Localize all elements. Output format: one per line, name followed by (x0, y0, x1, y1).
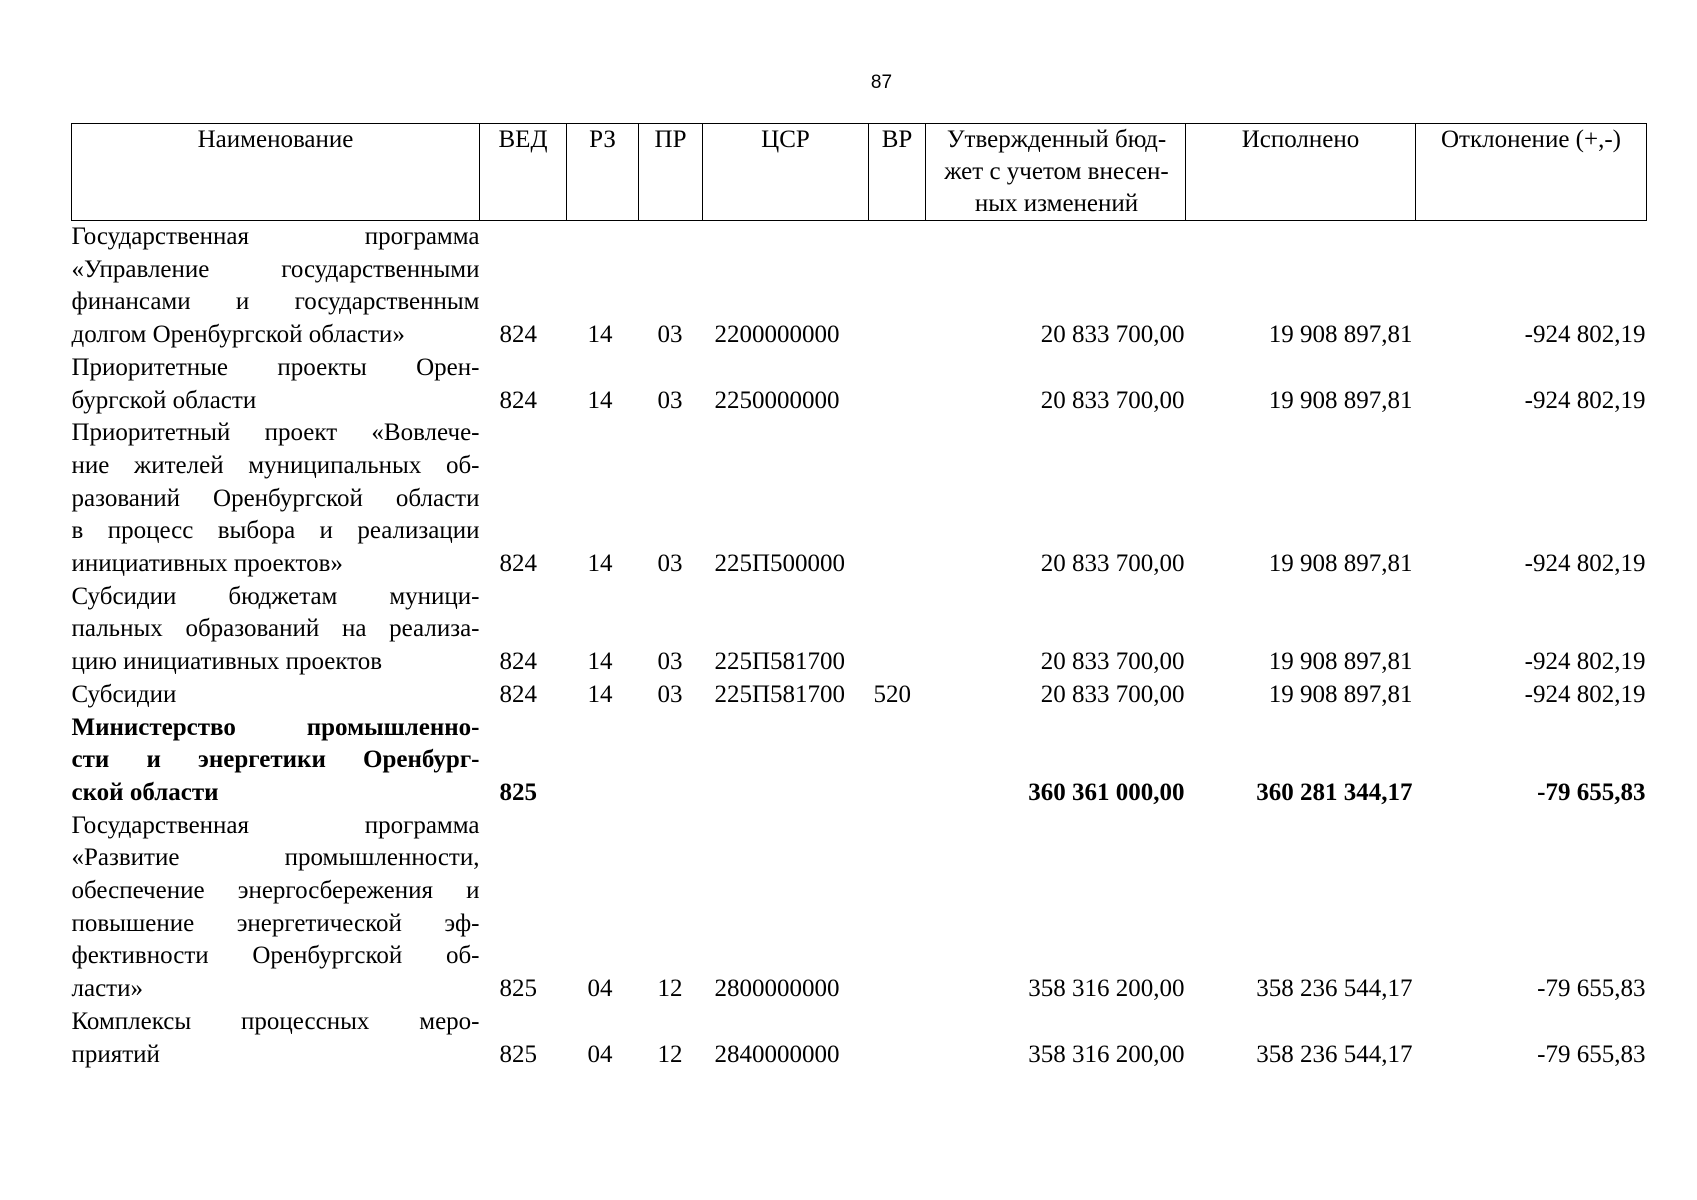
row-csr (703, 712, 869, 810)
row-vr (869, 581, 926, 679)
row-csr: 225П581700 (714, 648, 846, 676)
header-deviation: Отклонение (+,-) (1416, 124, 1647, 221)
row-rz: 14 (587, 386, 613, 414)
budget-table (71, 123, 1647, 1071)
row-rz: 14 (587, 550, 613, 578)
row-name-line: Министерство промышленно- (71, 713, 480, 741)
row-name (72, 810, 480, 1006)
row-deviation: -924 802,19 (1524, 550, 1646, 578)
row-pr: 03 (657, 550, 683, 578)
row-name-line: инициативных проектов» (71, 550, 343, 578)
table-row (72, 810, 1647, 1006)
header-csr: ЦСР (703, 124, 869, 221)
row-name-line: Субсидии (71, 680, 177, 708)
row-pr (639, 712, 703, 810)
row-name (72, 581, 480, 679)
table-row (72, 221, 1647, 352)
row-executed: 358 236 544,17 (1256, 1040, 1413, 1068)
table-row (72, 712, 1647, 810)
row-vr (869, 1006, 926, 1071)
row-name-line: «Развитие промышленности, (71, 844, 480, 872)
row-rz: 14 (587, 648, 613, 676)
row-ved: 824 (499, 386, 537, 414)
row-vr (869, 417, 926, 581)
row-approved: 20 833 700,00 (1040, 386, 1185, 414)
row-name (72, 417, 480, 581)
row-name-line: финансами и государственным (71, 288, 480, 316)
row-vr (869, 810, 926, 1006)
row-executed: 19 908 897,81 (1268, 321, 1413, 349)
row-name (72, 712, 480, 810)
row-deviation: -79 655,83 (1537, 778, 1646, 806)
table-row (72, 352, 1647, 417)
row-name-line: ласти» (71, 975, 143, 1003)
table-header (72, 124, 1647, 221)
header-vr: ВР (869, 124, 926, 221)
row-approved: 20 833 700,00 (1040, 648, 1185, 676)
row-deviation: -79 655,83 (1537, 1040, 1646, 1068)
row-executed: 19 908 897,81 (1268, 680, 1413, 708)
header-executed: Исполнено (1186, 124, 1416, 221)
row-csr: 225П581700 (714, 680, 846, 708)
row-name-line: долгом Оренбургской области» (71, 321, 405, 349)
header-name: Наименование (72, 124, 480, 221)
row-rz: 14 (587, 321, 613, 349)
row-name-line: приятий (71, 1040, 160, 1068)
page-number: 87 (870, 72, 893, 93)
row-deviation: -924 802,19 (1524, 648, 1646, 676)
row-name-line: пальных образований на реализа- (71, 615, 480, 643)
row-name-line: повышение энергетической эф- (71, 909, 480, 937)
row-vr (869, 712, 926, 810)
row-approved: 20 833 700,00 (1040, 321, 1185, 349)
row-ved: 825 (499, 975, 537, 1003)
row-name-line: в процесс выбора и реализации (71, 517, 480, 545)
row-csr: 2200000000 (714, 321, 840, 349)
table-row (72, 679, 1647, 712)
row-name-line: Государственная программа (71, 223, 480, 250)
row-name-line: ской области (71, 778, 219, 806)
header-approved: Утвержденный бюд-жет с учетом внесен-ных изменений (926, 124, 1186, 221)
row-name (72, 352, 480, 417)
row-name-line: Субсидии бюджетам муници- (71, 582, 480, 610)
row-executed: 19 908 897,81 (1268, 648, 1413, 676)
row-name (72, 1006, 480, 1071)
row-name-line: цию инициативных проектов (71, 648, 383, 676)
row-name-line: Приоритетные проекты Орен- (71, 353, 480, 381)
row-deviation: -924 802,19 (1524, 680, 1646, 708)
row-deviation: -924 802,19 (1524, 386, 1646, 414)
row-name-line: «Управление государственными (71, 255, 480, 283)
row-name-line: Государственная программа (71, 811, 480, 839)
row-name-line: Комплексы процессных меро- (71, 1007, 480, 1035)
row-ved: 824 (499, 648, 537, 676)
header-rz: РЗ (567, 124, 639, 221)
row-executed: 360 281 344,17 (1256, 778, 1413, 806)
row-pr: 03 (657, 680, 683, 708)
table-row (72, 417, 1647, 581)
row-pr: 12 (657, 1040, 683, 1068)
table-body (72, 221, 1647, 1072)
row-ved: 824 (499, 550, 537, 578)
row-vr (869, 352, 926, 417)
row-rz: 04 (587, 975, 613, 1003)
row-approved: 20 833 700,00 (1040, 680, 1185, 708)
row-name-line: сти и энергетики Оренбург- (71, 746, 480, 774)
row-pr: 12 (657, 975, 683, 1003)
row-executed: 19 908 897,81 (1268, 386, 1413, 414)
row-name-line: фективности Оренбургской об- (71, 942, 480, 970)
row-csr: 2840000000 (714, 1040, 840, 1068)
row-deviation: -924 802,19 (1524, 321, 1646, 349)
row-name-line: обеспечение энергосбережения и (71, 877, 480, 905)
table-row (72, 581, 1647, 679)
row-name-line: бургской области (71, 386, 257, 414)
row-csr: 2800000000 (714, 975, 840, 1003)
header-ved: ВЕД (480, 124, 567, 221)
row-executed: 358 236 544,17 (1256, 975, 1413, 1003)
row-vr: 520 (873, 680, 911, 708)
row-ved: 824 (499, 680, 537, 708)
row-pr: 03 (657, 386, 683, 414)
row-name-line: ние жителей муниципальных об- (71, 451, 480, 479)
row-rz: 14 (587, 680, 613, 708)
row-rz: 04 (587, 1040, 613, 1068)
row-approved: 358 316 200,00 (1028, 1040, 1185, 1068)
row-name (72, 679, 480, 712)
row-csr: 225П500000 (714, 550, 846, 578)
row-ved: 824 (499, 321, 537, 349)
row-deviation: -79 655,83 (1537, 975, 1646, 1003)
header-pr: ПР (639, 124, 703, 221)
row-pr: 03 (657, 648, 683, 676)
row-name-line: разований Оренбургской области (71, 484, 480, 512)
row-approved: 360 361 000,00 (1028, 778, 1185, 806)
row-approved: 358 316 200,00 (1028, 975, 1185, 1003)
row-approved: 20 833 700,00 (1040, 550, 1185, 578)
row-pr: 03 (657, 321, 683, 349)
row-name (72, 221, 480, 352)
table-row (72, 1006, 1647, 1071)
row-rz (567, 712, 639, 810)
row-ved: 825 (499, 1040, 537, 1068)
row-vr (869, 221, 926, 352)
row-ved: 825 (499, 778, 537, 806)
row-executed: 19 908 897,81 (1268, 550, 1413, 578)
row-name-line: Приоритетный проект «Вовлече- (71, 419, 480, 447)
row-csr: 2250000000 (714, 386, 840, 414)
